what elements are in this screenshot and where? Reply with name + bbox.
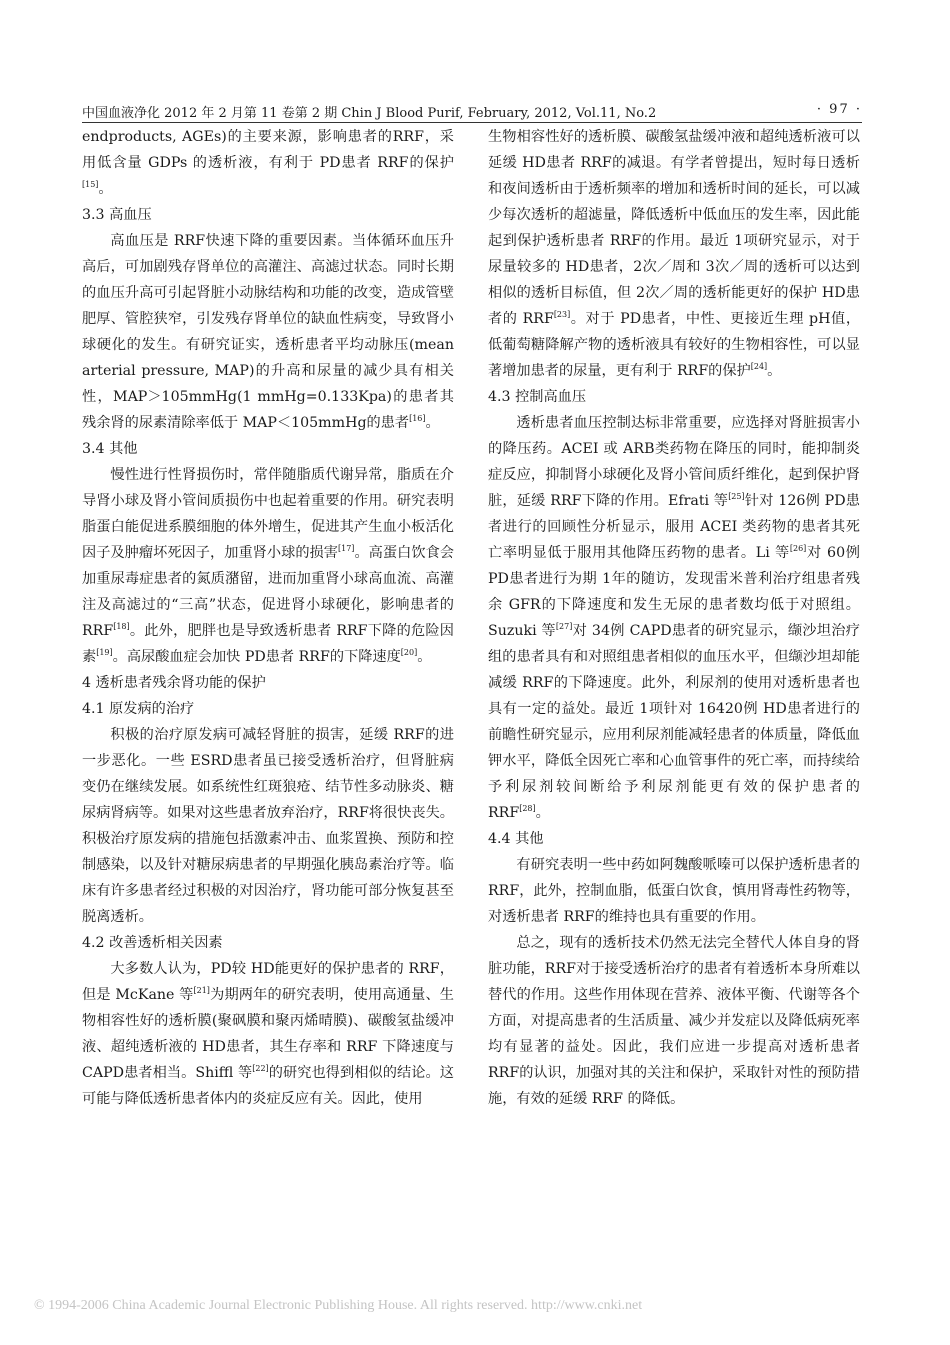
paragraph-text: 。 <box>425 415 440 431</box>
paragraph <box>82 722 454 930</box>
paragraph-text: 。对于 PD患者，中性、更接近生理 pH值，低葡萄糖降解产物的透析液具有较好的生物相容性，可以显著增加患者的尿量，更有利于 RRF的保护 <box>488 311 861 379</box>
paragraph-text: endproducts, AGEs)的主要来源，影响患者的RRF，采用低含量 GDPs 的透析液，有利于 PD患者 RRF的保护 <box>82 129 454 171</box>
paragraph-text: 高血压是 RRF快速下降的重要因素。当体循环血压升高后，可加剧残存肾单位的高灌注、高滤过状态。同时长期的血压升高可引起肾脏小动脉结构和功能的改变，造成管壁肥厚、管腔狭窄，引发残存肾单位的缺血性病变，导致肾小球硬化的发生。有研究证实，透析患者平均动脉压(mean arterial pressure, MAP)的升高和尿量的减少具有相关性，MAP＞105mmHg(1 mmHg=0.133Kpa)的患者其残余肾的尿素清除率低于 MAP＜105mmHg的患者 <box>82 233 454 431</box>
paragraph <box>82 956 454 1112</box>
citation-ref: [15] <box>82 180 99 189</box>
section-heading: 3.4 其他 <box>82 441 138 457</box>
citation-ref: [16] <box>409 414 426 423</box>
paragraph <box>82 124 454 202</box>
citation-ref: [28] <box>519 804 536 813</box>
paragraph-text: 。高蛋白饮食会加重尿毒症患者的氮质潴留，进而加重肾小球高血流、高灌注及高滤过的“三高”状态，促进肾小球硬化，影响患者的 RRF <box>82 545 454 639</box>
paragraph-text: 。 <box>98 181 113 197</box>
running-header <box>82 100 862 123</box>
section-heading: 4.2 改善透析相关因素 <box>82 935 223 951</box>
paragraph <box>488 410 860 826</box>
paragraph <box>82 462 454 670</box>
citation-ref: [27] <box>555 622 573 631</box>
paragraph <box>488 930 860 1112</box>
section-heading: 3.3 高血压 <box>82 207 152 223</box>
paragraph-text: 为期两年的研究表明，使用高通量、生物相容性好的透析膜(聚砜膜和聚丙烯晴膜)、碳酸氢盐缓冲液、超纯透析液的 HD患者，其生存率和 RRF 下降速度与 CAPD患者相当。Shiffl 等 <box>82 987 454 1081</box>
paragraph-text: 。高尿酸血症会加快 PD患者 RRF的下降速度 <box>112 649 401 665</box>
paragraph-text: 。 <box>535 805 550 821</box>
left-column <box>82 124 454 1112</box>
citation-ref: [24] <box>750 362 768 371</box>
section-heading: 4 透析患者残余肾功能的保护 <box>82 675 266 691</box>
paragraph <box>488 852 860 930</box>
paragraph-text: 。此外，肥胖也是导致透析患者 RRF下降的危险因素 <box>82 623 454 665</box>
citation-ref: [21] <box>193 986 210 995</box>
paragraph-text: 对 34例 CAPD患者的研究显示，缬沙坦治疗组的患者具有和对照组患者相似的血压水平，但缬沙坦却能减缓 RRF的下降速度。此外，利尿剂的使用对透析患者也具有一定的益处。最近 1项针对 16420例 HD患者进行的前瞻性研究显示，应用利尿剂能减轻患者的体质量，降低血钾水平，降低全因死亡率和心血管事件的死亡率，而持续给予利尿剂较间断给予利尿剂能更有效的保护患者的 RRF <box>488 623 860 821</box>
citation-ref: [18] <box>113 622 130 631</box>
paragraph <box>82 228 454 436</box>
right-column <box>488 124 860 1112</box>
paragraph-text: 对 60例 PD患者进行为期 1年的随访，发现雷米普利治疗组患者残余 GFR的下降速度和发生无尿的患者数均低于对照组。Suzuki 等 <box>488 545 860 639</box>
paragraph-text: 大多数人认为，PD较 HD能更好的保护患者的 RRF，但是 McKane 等 <box>82 961 454 1003</box>
citation-ref: [19] <box>96 648 113 657</box>
citation-ref: [20] <box>400 648 418 657</box>
paragraph-text: 生物相容性好的透析膜、碳酸氢盐缓冲液和超纯透析液可以延缓 HD患者 RRF的减退。有学者曾提出，短时每日透析和夜间透析由于透析频率的增加和透析时间的延长，可以减少每次透析的超滤量，降低透析中低血压的发生率，因此能起到保护透析患者 RRF的作用。最近 1项研究显示，对于尿量较多的 HD患者，2次／周和 3次／周的透析可以达到相似的透析目标值，但 2次／周的透析能更好的保护 HD患者的 RRF <box>488 129 860 327</box>
page-number: · 97 · <box>816 102 862 117</box>
citation-ref: [23] <box>553 310 571 319</box>
paragraph-text: 。 <box>767 363 782 379</box>
copyright-footer: © 1994-2006 China Academic Journal Electronic Publishing House. All rights reserved. http://www.cnki.net <box>34 1298 643 1313</box>
paragraph-text: 有研究表明一些中药如阿魏酸哌嗪可以保护透析患者的 RRF，此外，控制血脂，低蛋白饮食，慎用肾毒性药物等，对透析患者 RRF的维持也具有重要的作用。 <box>488 857 860 925</box>
paragraph-text: 。 <box>417 649 432 665</box>
paragraph-text: 针对 126例 PD患者进行的回顾性分析显示，服用 ACEI 类药物的患者其死亡率明显低于服用其他降压药物的患者。Li 等 <box>488 493 860 561</box>
section-heading: 4.4 其他 <box>488 831 544 847</box>
paragraph <box>488 124 860 384</box>
paragraph-text: 总之，现有的透析技术仍然无法完全替代人体自身的肾脏功能，RRF对于接受透析治疗的患者有着透析本身所难以替代的作用。这些作用体现在营养、液体平衡、代谢等各个方面，对提高患者的生活质量、减少并发症以及降低病死率均有显著的益处。因此，我们应进一步提高对透析患者 RRF的认识，加强对其的关注和保护，采取针对性的预防措施，有效的延缓 RRF 的降低。 <box>488 935 860 1107</box>
paragraph-text: 透析患者血压控制达标非常重要，应选择对肾脏损害小的降压药。ACEI 或 ARB类药物在降压的同时，能抑制炎症反应，抑制肾小球硬化及肾小管间质纤维化，起到保护肾脏，延缓 RRF下降的作用。Efrati 等 <box>488 415 860 509</box>
section-heading: 4.1 原发病的治疗 <box>82 701 195 717</box>
citation-ref: [25] <box>728 492 745 501</box>
paragraph-text: 的研究也得到相似的结论。这可能与降低透析患者体内的炎症反应有关。因此，使用 <box>82 1065 454 1107</box>
citation-ref: [17] <box>338 544 355 553</box>
section-heading: 4.3 控制高血压 <box>488 389 587 405</box>
citation-ref: [22] <box>252 1064 269 1073</box>
paragraph-text: 慢性进行性肾损伤时，常伴随脂质代谢异常，脂质在介导肾小球及肾小管间质损伤中也起着重要的作用。研究表明脂蛋白能促进系膜细胞的体外增生，促进其产生血小板活化因子及肿瘤坏死因子，加重肾小球的损害 <box>82 467 454 561</box>
journal-citation: 中国血液净化 2012 年 2 月第 11 卷第 2 期 Chin J Blood Purif, February, 2012, Vol.11, No.2 <box>82 106 657 121</box>
citation-ref: [26] <box>789 544 807 553</box>
paragraph-text: 积极的治疗原发病可减轻肾脏的损害，延缓 RRF的进一步恶化。一些 ESRD患者虽已接受透析治疗，但肾脏病变仍在继续发展。如系统性红斑狼疮、结节性多动脉炎、糖尿病肾病等。如果对这些患者放弃治疗，RRF将很快丧失。积极治疗原发病的措施包括激素冲击、血浆置换、预防和控制感染，以及针对糖尿病患者的早期强化胰岛素治疗等。临床有许多患者经过积极的对因治疗，肾功能可部分恢复甚至脱离透析。 <box>82 727 454 925</box>
